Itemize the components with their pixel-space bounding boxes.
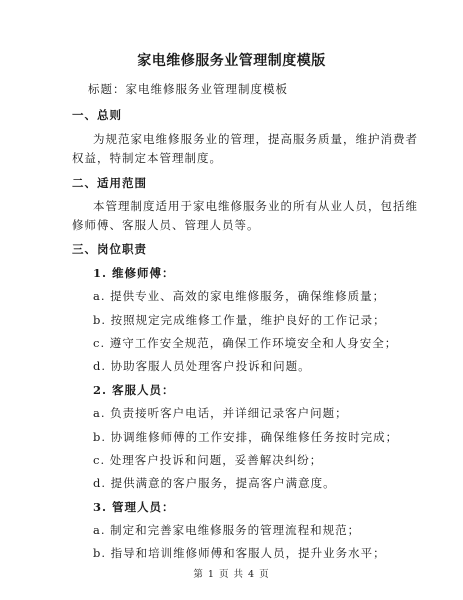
role-heading-management: 3. 管理人员： [93,500,175,514]
paragraph-line: 本管理制度适用于家电维修服务业的所有从业人员，包括维 [93,199,418,213]
paragraph-line: 为规范家电维修服务业的管理，提高服务质量，维护消费者 [93,132,418,146]
list-item: a. 制定和完善家电维修服务的管理流程和规范； [93,523,361,537]
list-item: a. 负责接听客户电话，并详细记录客户问题； [93,406,348,420]
list-item: d. 提供满意的客户服务，提高客户满意度。 [93,476,336,490]
section-heading-scope: 二、适用范围 [72,176,147,190]
role-heading-technician: 1. 维修师傅： [93,266,175,280]
section-heading-duties: 三、岗位职责 [72,242,147,256]
list-item: b. 指导和培训维修师傅和客服人员，提升业务水平； [93,546,386,560]
doc-subtitle: 标题：家电维修服务业管理制度模板 [88,82,288,96]
list-item: a. 提供专业、高效的家电维修服务，确保维修质量； [93,289,386,303]
list-item: d. 协助客服人员处理客户投诉和问题。 [93,359,311,373]
paragraph-line: 权益，特制定本管理制度。 [72,151,222,165]
list-item: c. 遵守工作安全规范，确保工作环境安全和人身安全； [93,336,398,350]
page-title: 家电维修服务业管理制度模版 [137,53,326,69]
list-item: b. 按照规定完成维修工作量，维护良好的工作记录； [93,313,386,327]
paragraph-line: 修师傅、客服人员、管理人员等。 [72,218,260,232]
role-heading-customer-service: 2. 客服人员： [93,383,175,397]
section-heading-general: 一、总则 [72,108,122,122]
page-number-footer: 第 1 页 共 4 页 [193,569,270,580]
list-item: c. 处理客户投诉和问题，妥善解决纠纷； [93,453,323,467]
list-item: b. 协调维修师傅的工作安排，确保维修任务按时完成； [93,430,399,444]
